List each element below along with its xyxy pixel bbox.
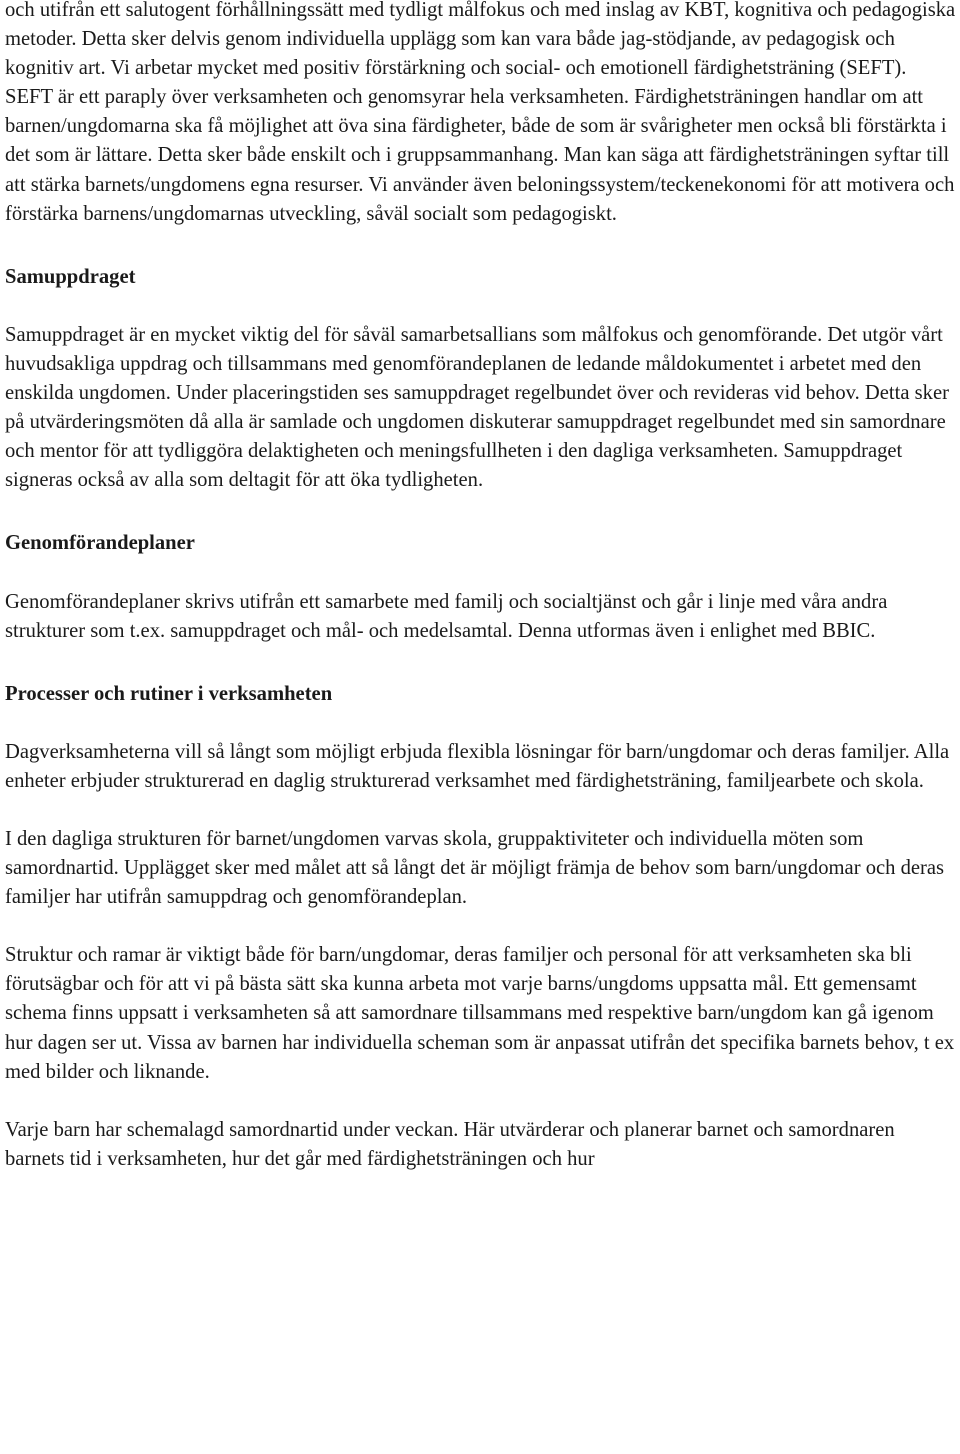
section-paragraph: Samuppdraget är en mycket viktig del för såväl samarbetsallians som målfokus och genomförande. Det utgör vårt huvudsakliga uppdrag och tillsammans med genomförandeplanen de ledande måldokumentet i arbetet med den enskilda ungdomen. Under placeringstiden ses samuppdraget regelbundet över och revideras vid behov. Detta sker på utvärderingsmöten då alla är samlade och ungdomen diskuterar samuppdraget regelbundet med sin samordnare och mentor för att tydliggöra delaktigheten och meningsfullheten i den dagliga verksamheten. Samuppdraget signeras också av alla som deltagit för att öka tydligheten. (5, 323, 949, 492)
section-paragraph: Varje barn har schemalagd samordnartid under veckan. Här utvärderar och planerar barnet och samordnaren barnets tid i verksamheten, hur det går med färdighetsträningen och hur (5, 1118, 895, 1170)
intro-paragraph: och utifrån ett salutogent förhållningssätt med tydligt målfokus och med inslag av KBT, kognitiva och pedagogiska metoder. Detta sker delvis genom individuella upplägg som kan vara både jag-stödjande, av pedagogisk och kognitiv art. Vi arbetar mycket med positiv förstärkning och social- och emotionell färdighetsträning (SEFT). SEFT är ett paraply över verksamheten och genomsyrar hela verksamheten. Färdighetsträningen handlar om att barnen/ungdomarna ska få möjlighet att öva sina färdigheter, både de som är svårigheter men också bli förstärkta i det som är lättare. Detta sker både enskilt och i gruppsammanhang. Man kan säga att färdighetsträningen syftar till att stärka barnets/ungdomens egna resurser. Vi använder även beloningssystem/teckenekonomi för att motivera och förstärka barnens/ungdomarnas utveckling, såväl socialt som pedagogiskt. (5, 0, 956, 225)
section-samuppdraget (5, 263, 957, 496)
section-heading: Samuppdraget (5, 265, 136, 288)
section-paragraph: Genomförandeplaner skrivs utifrån ett samarbete med familj och socialtjänst och går i linje med våra andra strukturer som t.ex. samuppdraget och mål- och medelsamtal. Denna utformas även i enlighet med BBIC. (5, 590, 888, 642)
section-paragraph: I den dagliga strukturen för barnet/ungdomen varvas skola, gruppaktiviteter och individuella möten som samordnartid. Upplägget sker med målet att så långt det är möjligt främja de behov som barn/ungdomar och deras familjer har utifrån samuppdrag och genomförandeplan. (5, 827, 945, 909)
section-heading: Genomförandeplaner (5, 532, 195, 555)
document-page (5, 0, 957, 1174)
section-genomforandeplaner (5, 529, 957, 645)
section-heading: Processer och rutiner i verksamheten (5, 682, 333, 705)
section-paragraph: Struktur och ramar är viktigt både för barn/ungdomar, deras familjer och personal för att verksamheten ska bli förutsägbar och för att vi på bästa sätt ska kunna arbeta mot varje barns/ungdoms uppsatta mål. Ett gemensamt schema finns uppsatt i verksamheten så att samordnare tillsammans med respektive barn/ungdom kan gå igenom hur dagen ser ut. Vissa av barnen har individuella scheman som är anpassat utifrån det specifika barnets behov, t ex med bilder och liknande. (5, 944, 955, 1083)
section-paragraph: Dagverksamheterna vill så långt som möjligt erbjuda flexibla lösningar för barn/ungdomar och deras familjer. Alla enheter erbjuder strukturerad en daglig strukturerad verksamhet med färdighetsträning, familjearbete och skola. (5, 740, 950, 792)
section-processer-och-rutiner (5, 680, 957, 1174)
